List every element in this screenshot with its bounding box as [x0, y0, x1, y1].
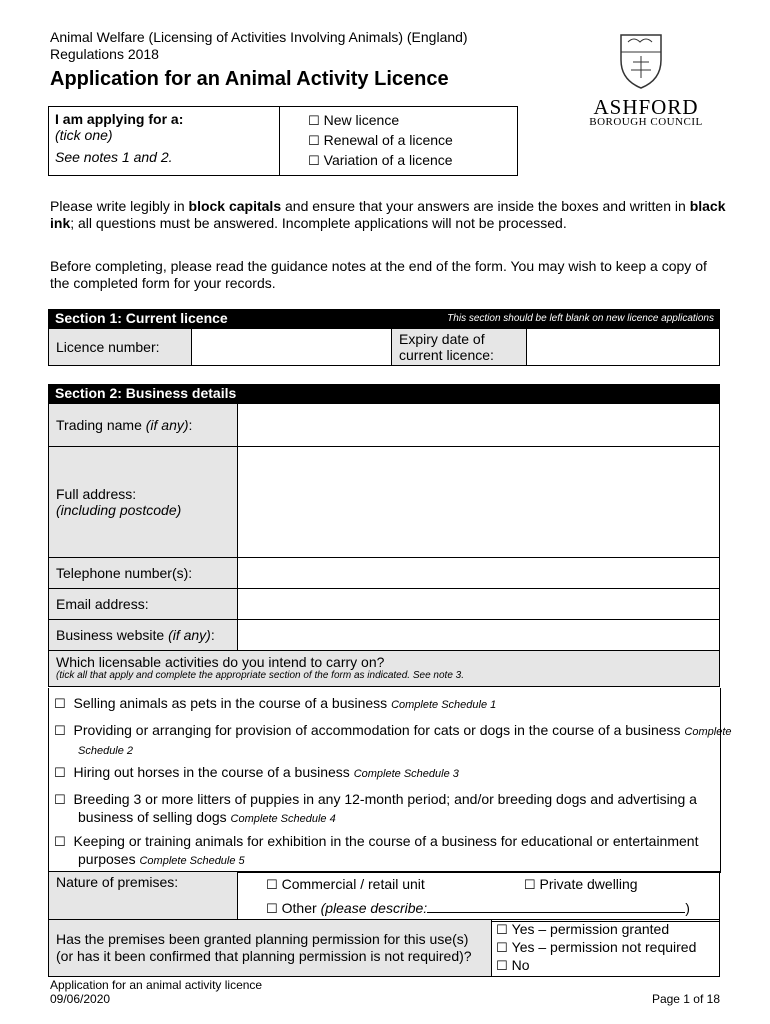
- section-1-note: This section should be left blank on new licence applications: [447, 313, 714, 324]
- activity-2[interactable]: ☐ Providing or arranging for provision of accommodation for cats or dogs in the course of a business Complete Schedule 2: [54, 722, 732, 757]
- address-label: Full address: (including postcode): [49, 447, 238, 558]
- checkbox-icon[interactable]: ☐: [308, 114, 320, 129]
- licence-number-label: Licence number:: [49, 329, 192, 366]
- other-describe-input[interactable]: [427, 898, 685, 913]
- application-type-options: [280, 107, 518, 176]
- page-number: Page 1 of 18: [651, 992, 720, 1006]
- premises-label: Nature of premises:: [49, 872, 238, 922]
- application-type-table: [48, 106, 518, 176]
- intro-paragraph-2: Before completing, please read the guidance notes at the end of the form. You may wish to keep a copy of the completed form for your records.: [50, 258, 707, 291]
- checkbox-icon[interactable]: ☐: [523, 878, 536, 893]
- address-input[interactable]: [238, 447, 720, 558]
- regulation-line-2: Regulations 2018: [50, 46, 159, 62]
- trading-name-input[interactable]: [238, 404, 720, 447]
- footer-left: [50, 978, 262, 1006]
- licence-number-input[interactable]: [192, 329, 392, 366]
- tick-one-note: (tick one): [55, 127, 113, 143]
- planning-granted[interactable]: ☐ Yes – permission granted: [496, 921, 670, 938]
- see-notes: See notes 1 and 2.: [55, 149, 173, 165]
- section-2-header: [48, 384, 720, 403]
- checkbox-icon[interactable]: ☐: [54, 835, 66, 850]
- activity-5[interactable]: ☐ Keeping or training animals for exhibition in the course of a business for educational or entertainment purposes Complete Schedule 5: [54, 833, 699, 867]
- activities-question-cell: [49, 651, 720, 687]
- section-2-table: [48, 403, 720, 687]
- activity-3[interactable]: ☐ Hiring out horses in the course of a business Complete Schedule 3: [54, 764, 459, 781]
- checkbox-icon[interactable]: ☐: [308, 154, 320, 169]
- planning-table: [48, 919, 720, 977]
- telephone-input[interactable]: [238, 558, 720, 589]
- checkbox-icon[interactable]: ☐: [496, 941, 508, 956]
- section-1-header: [48, 309, 720, 328]
- website-label: Business website (if any):: [49, 620, 238, 651]
- footer-date: 09/06/2020: [50, 992, 111, 1006]
- email-input[interactable]: [238, 589, 720, 620]
- checkbox-icon[interactable]: ☐: [266, 902, 278, 917]
- activity-1[interactable]: ☐ Selling animals as pets in the course of a business Complete Schedule 1: [54, 695, 497, 712]
- checkbox-icon[interactable]: ☐: [54, 766, 66, 781]
- trading-name-label: Trading name (if any):: [49, 404, 238, 447]
- regulation-heading: [50, 29, 468, 63]
- logo-subtitle: BOROUGH COUNCIL: [589, 116, 703, 128]
- checkbox-icon[interactable]: ☐: [54, 793, 66, 808]
- email-label: Email address:: [49, 589, 238, 620]
- expiry-date-label: Expiry date of current licence:: [392, 329, 527, 366]
- intro-paragraph-1: Please write legibly in block capitals and ensure that your answers are inside the boxes and written in black ink; all questions must be answered. Incomplete applications will not be processed.: [50, 198, 726, 231]
- option-renewal[interactable]: ☐ Renewal of a licence: [308, 132, 453, 149]
- option-new-licence[interactable]: ☐ New licence: [308, 112, 400, 129]
- regulation-line-1: Animal Welfare (Licensing of Activities Involving Animals) (England): [50, 29, 468, 45]
- section-1-title: Section 1: Current licence: [55, 310, 228, 326]
- planning-question: Has the premises been granted planning permission for this use(s) (or has it been confirmed that planning permission is not required)?: [49, 920, 492, 977]
- page-title: Application for an Animal Activity Licence: [50, 68, 449, 90]
- planning-not-required[interactable]: ☐ Yes – permission not required: [496, 939, 697, 956]
- checkbox-icon[interactable]: ☐: [266, 878, 278, 893]
- logo-name: ASHFORD: [593, 95, 699, 119]
- checkbox-icon[interactable]: ☐: [496, 923, 508, 938]
- council-logo: [576, 30, 716, 130]
- activity-4[interactable]: ☐ Breeding 3 or more litters of puppies in any 12-month period; and/or breeding dogs and advertising a business of selling dogs Complete Schedule 4: [54, 791, 697, 825]
- checkbox-icon[interactable]: ☐: [54, 724, 66, 739]
- footer-form-name: Application for an animal activity licence: [50, 978, 263, 992]
- planning-options: [492, 920, 720, 977]
- premises-commercial[interactable]: ☐ Commercial / retail unit: [266, 876, 425, 893]
- premises-options: [238, 872, 720, 922]
- crest-icon: [616, 30, 666, 90]
- application-type-label: I am applying for a:: [55, 111, 184, 127]
- telephone-label: Telephone number(s):: [49, 558, 238, 589]
- premises-other[interactable]: ☐ Other (please describe: ): [266, 900, 690, 917]
- checkbox-icon[interactable]: ☐: [496, 959, 508, 974]
- checkbox-icon[interactable]: ☐: [54, 697, 66, 712]
- application-type-label-cell: [49, 107, 280, 176]
- activities-note: (tick all that apply and complete the appropriate section of the form as indicated. See note 3.: [56, 669, 465, 681]
- premises-table: [48, 871, 720, 922]
- activities-question: Which licensable activities do you intend to carry on?: [56, 653, 385, 670]
- website-input[interactable]: [238, 620, 720, 651]
- planning-no[interactable]: ☐ No: [496, 957, 530, 974]
- section-1-table: [48, 328, 720, 366]
- option-variation[interactable]: ☐ Variation of a licence: [308, 152, 453, 169]
- expiry-date-input[interactable]: [527, 329, 720, 366]
- premises-private[interactable]: ☐ Private dwelling: [523, 876, 638, 893]
- section-2-title: Section 2: Business details: [55, 385, 237, 401]
- checkbox-icon[interactable]: ☐: [308, 134, 320, 149]
